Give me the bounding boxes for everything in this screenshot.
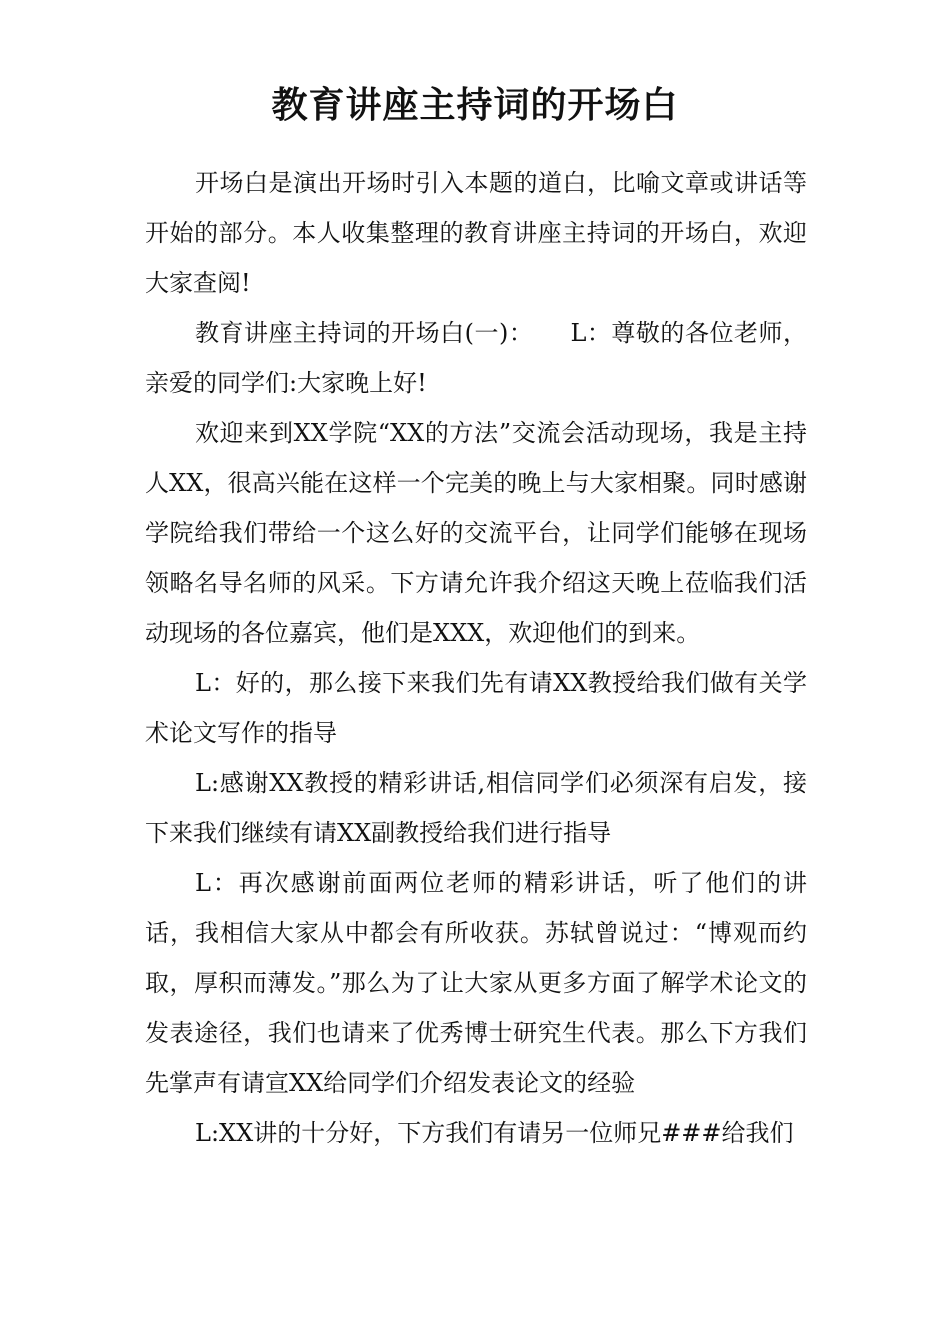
paragraph: 开场白是演出开场时引入本题的道白，比喻文章或讲话等开始的部分。本人收集整理的教育讲座主持词的开场白，欢迎大家查阅! <box>145 169 807 297</box>
paragraph: L：再次感谢前面两位老师的精彩讲话，听了他们的讲话，我相信大家从中都会有所收获。苏轼曾说过：“博观而约取，厚积而薄发。”那么为了让大家从更多方面了解学术论文的发表途径，我们也请来了优秀博士研究生代表。那么下方我们先掌声有请宣XX给同学们介绍发表论文的经验 <box>145 869 807 1097</box>
document-title: 教育讲座主持词的开场白 <box>271 85 679 126</box>
paragraph: L:XX讲的十分好，下方我们有请另一位师兄###给我们 <box>195 1119 794 1147</box>
document-body <box>145 158 807 1158</box>
paragraph: 欢迎来到XX学院“XX的方法”交流会活动现场，我是主持人XX，很高兴能在这样一个完美的晚上与大家相聚。同时感谢学院给我们带给一个这么好的交流平台，让同学们能够在现场领略名导名师的风采。下方请允许我介绍这天晚上莅临我们活动现场的各位嘉宾，他们是XXX，欢迎他们的到来。 <box>145 419 807 647</box>
paragraph: 教育讲座主持词的开场白(一)： L：尊敬的各位老师，亲爱的同学们:大家晚上好! <box>145 319 807 397</box>
paragraph: L：好的，那么接下来我们先有请XX教授给我们做有关学术论文写作的指导 <box>145 669 807 747</box>
paragraph: L:感谢XX教授的精彩讲话,相信同学们必须深有启发，接下来我们继续有请XX副教授给我们进行指导 <box>145 769 807 847</box>
